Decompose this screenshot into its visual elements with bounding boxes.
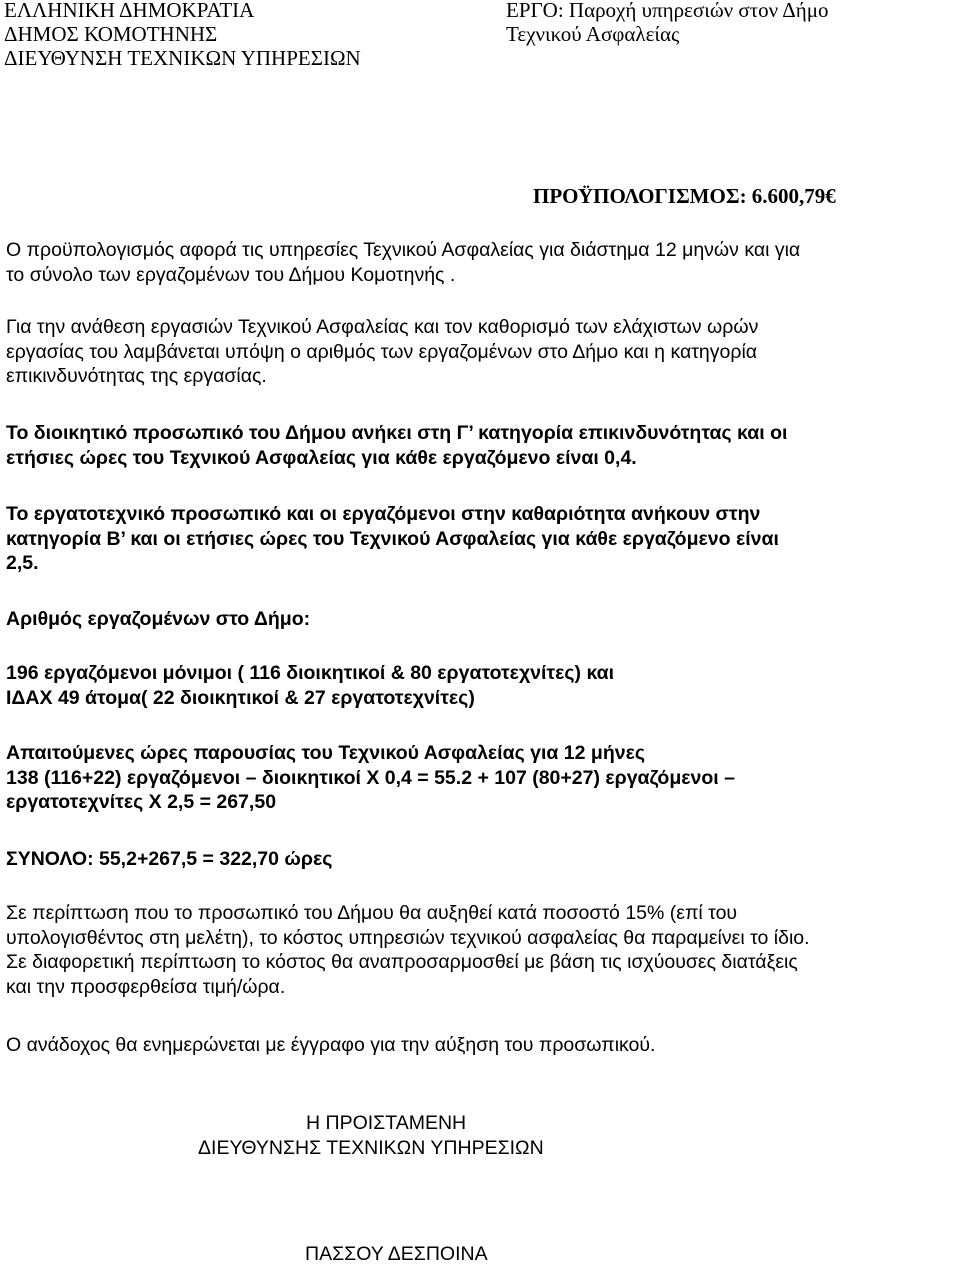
paragraph-line: Ο ανάδοχος θα ενημερώνεται με έγγραφο για την αύξηση του προσωπικού. (6, 1034, 656, 1056)
signature-title: Η ΠΡΟΙΣΤΑΜΕΝΗ (306, 1112, 467, 1134)
paragraph-line: ετήσιες ώρες του Τεχνικού Ασφαλείας για κάθε εργαζόμενο είναι 0,4. (6, 446, 637, 469)
paragraph-line: Σε διαφορετική περίπτωση το κόστος θα αναπροσαρμοσθεί με βάση τις ισχύουσες διατάξεις (6, 951, 798, 973)
signature-name: ΠΑΣΣΟΥ ΔΕΣΠΟΙΝΑ (305, 1243, 488, 1265)
budget-total: ΠΡΟΫΠΟΛΟΓΙΣΜΟΣ: 6.600,79€ (533, 184, 836, 208)
paragraph-line: υπολογισθέντος στη μελέτη), το κόστος υπηρεσιών τεχνικού ασφαλείας θα παραμείνει το ίδιο. (6, 926, 810, 949)
paragraph-line: 196 εργαζόμενοι μόνιμοι ( 116 διοικητικοί & 80 εργατοτεχνίτες) και (6, 662, 615, 684)
paragraph-line: και την προσφερθείσα τιμή/ώρα. (6, 975, 286, 998)
paragraph-line: ΣΥΝΟΛΟ: 55,2+267,5 = 322,70 ώρες (6, 848, 333, 870)
paragraph-staff-increase (6, 901, 956, 999)
header-municipality: ΔΗΜΟΣ ΚΟΜΟΤΗΝΗΣ (4, 22, 218, 46)
paragraph-line: ΙΔΑΧ 49 άτομα( 22 διοικητικοί & 27 εργατοτεχνίτες) (6, 686, 475, 709)
paragraph-line: εργατοτεχνίτες Χ 2,5 = 267,50 (6, 791, 277, 813)
header-country: ΕΛΛΗΝΙΚΗ ΔΗΜΟΚΡΑΤΙΑ (4, 0, 255, 22)
project-title-line-1: ΕΡΓΟ: Παροχή υπηρεσιών στον Δήμο (506, 0, 829, 22)
paragraph-line: Ο προϋπολογισμός αφορά τις υπηρεσίες Τεχνικού Ασφαλείας για διάστημα 12 μηνών και για (6, 239, 801, 261)
paragraph-line: εργασίας του λαμβάνεται υπόψη ο αριθμός των εργαζομένων στο Δήμο και η κατηγορία (6, 340, 758, 363)
paragraph-line: Απαιτούμενες ώρες παρουσίας του Τεχνικού Ασφαλείας για 12 μήνες (6, 742, 645, 764)
paragraph-technical-staff (6, 502, 956, 576)
paragraph-total-hours (6, 847, 956, 872)
paragraph-line: Για την ανάθεση εργασιών Τεχνικού Ασφαλείας και τον καθορισμό των ελάχιστων ωρών (6, 316, 759, 338)
paragraph-employee-breakdown (6, 661, 956, 710)
paragraph-scope (6, 238, 956, 287)
paragraph-line: Αριθμός εργαζομένων στο Δήμο: (6, 608, 311, 630)
issuer-header (4, 0, 361, 70)
paragraph-employee-count-heading (6, 607, 956, 632)
paragraph-line: 138 (116+22) εργαζόμενοι – διοικητικοί Χ 0,4 = 55.2 + 107 (80+27) εργαζόμενοι – (6, 766, 735, 789)
paragraph-line: Σε περίπτωση που το προσωπικό του Δήμου θα αυξηθεί κατά ποσοστό 15% (επί του (6, 902, 738, 924)
project-header (506, 0, 829, 46)
project-title-line-2: Τεχνικού Ασφαλείας (506, 22, 680, 46)
paragraph-line: κατηγορία Β’ και οι ετήσιες ώρες του Τεχνικού Ασφαλείας για κάθε εργαζόμενο είναι (6, 527, 779, 550)
paragraph-line: Το εργατοτεχνικό προσωπικό και οι εργαζόμενοι στην καθαριότητα ανήκουν στην (6, 503, 761, 525)
paragraph-admin-staff (6, 421, 956, 470)
header-department: ΔΙΕΥΘΥΝΣΗ ΤΕΧΝΙΚΩΝ ΥΠΗΡΕΣΙΩΝ (4, 46, 361, 70)
paragraph-line: Το διοικητικό προσωπικό του Δήμου ανήκει στη Γ’ κατηγορία επικινδυνότητας και οι (6, 422, 788, 444)
paragraph-required-hours (6, 741, 956, 815)
paragraph-contractor-notice (6, 1033, 956, 1058)
paragraph-line: το σύνολο των εργαζομένων του Δήμου Κομοτηνής . (6, 263, 456, 286)
paragraph-line: 2,5. (6, 552, 39, 574)
signature-department: ΔΙΕΥΘΥΝΣΗΣ ΤΕΧΝΙΚΩΝ ΥΠΗΡΕΣΙΩΝ (198, 1137, 544, 1159)
paragraph-assignment (6, 315, 956, 389)
paragraph-line: επικινδυνότητας της εργασίας. (6, 365, 267, 387)
